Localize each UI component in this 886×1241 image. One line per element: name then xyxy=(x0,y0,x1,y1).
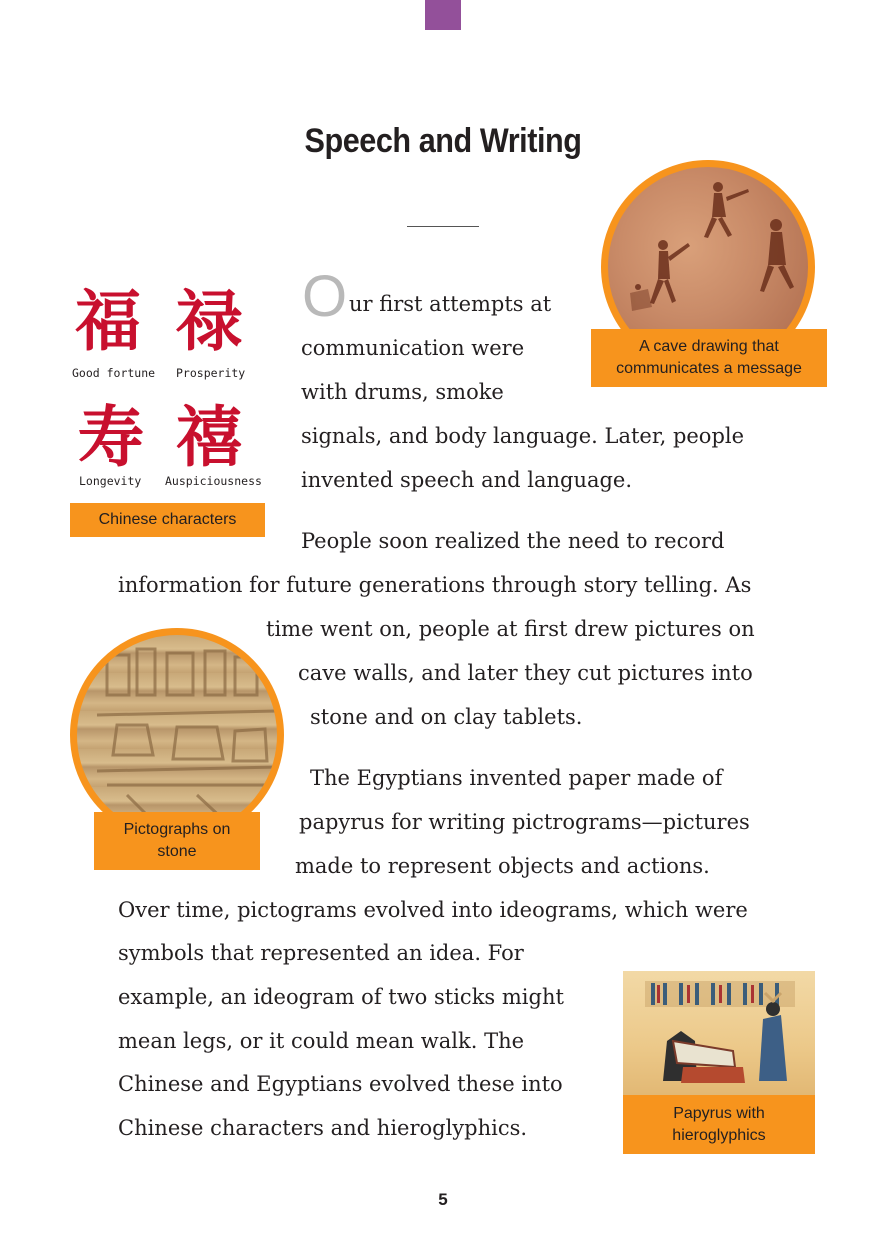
stone-caption-line: Pictographs on xyxy=(123,821,231,838)
stone-caption-line: stone xyxy=(157,843,197,860)
body-line: example, an ideogram of two sticks might xyxy=(118,985,564,1009)
stone-pictograph-image xyxy=(70,628,284,842)
stone-carving-icon xyxy=(77,635,284,842)
cave-caption xyxy=(591,329,827,387)
body-line: made to represent objects and actions. xyxy=(295,854,710,878)
chinese-meaning: Prosperity xyxy=(176,366,246,380)
papyrus-image xyxy=(623,971,815,1095)
chinese-char-auspicious: 禧 xyxy=(176,398,242,476)
papyrus-caption xyxy=(623,1095,815,1154)
body-line: papyrus for writing pictrograms—pictures xyxy=(299,810,750,834)
papyrus-caption-line: hieroglyphics xyxy=(672,1126,766,1144)
papyrus-caption-line: Papyrus with xyxy=(673,1104,765,1122)
body-line: signals, and body language. Later, people xyxy=(301,424,745,448)
body-line: stone and on clay tablets. xyxy=(310,705,583,729)
body-line: ur first attempts at xyxy=(349,292,552,316)
body-line: communication were xyxy=(301,336,525,360)
stone-caption xyxy=(94,812,260,870)
title-divider xyxy=(407,226,479,227)
body-line: symbols that represented an idea. For xyxy=(118,941,524,965)
body-line: cave walls, and later they cut pictures into xyxy=(298,661,753,685)
chinese-char-prosperity: 禄 xyxy=(176,282,242,360)
chinese-meaning: Auspiciousness xyxy=(165,474,262,488)
chinese-caption: Chinese characters xyxy=(70,503,265,537)
cave-caption-line: A cave drawing that xyxy=(639,338,779,355)
papyrus-hieroglyph-icon xyxy=(623,971,815,1095)
body-line: People soon realized the need to record xyxy=(301,529,725,553)
chinese-meaning: Longevity xyxy=(79,474,142,488)
body-line: The Egyptians invented paper made of xyxy=(310,766,723,790)
body-line: information for future generations through story telling. As xyxy=(118,573,752,597)
body-line: invented speech and language. xyxy=(301,468,633,492)
body-line: Chinese and Egyptians evolved these into xyxy=(118,1072,563,1096)
body-line: time went on, people at first drew pictures on xyxy=(266,617,755,641)
chinese-char-longevity: 寿 xyxy=(78,398,144,476)
cave-caption-line: communicates a message xyxy=(616,360,802,377)
chinese-char-fortune: 福 xyxy=(75,282,141,360)
body-line: with drums, smoke xyxy=(301,380,504,404)
page-title: Speech and Writing xyxy=(304,122,582,160)
chinese-meaning: Good fortune xyxy=(72,366,156,380)
body-line: Chinese characters and hieroglyphics. xyxy=(118,1116,528,1140)
drop-cap: O xyxy=(302,264,348,329)
section-tab xyxy=(425,0,461,30)
page-number: 5 xyxy=(438,1190,448,1209)
body-line: mean legs, or it could mean walk. The xyxy=(118,1029,525,1053)
body-line: Over time, pictograms evolved into ideograms, which were xyxy=(118,898,748,922)
